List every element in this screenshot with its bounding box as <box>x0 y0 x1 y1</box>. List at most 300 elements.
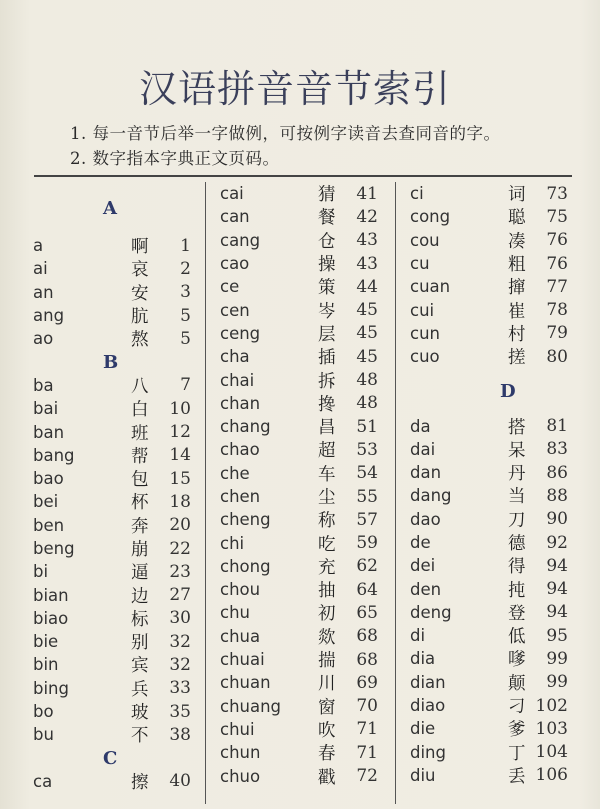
example-character: 川 <box>318 674 336 695</box>
note-2: 2. 数字指本字典正文页码。 <box>70 149 280 168</box>
header-rule <box>34 175 572 177</box>
index-entry <box>33 257 198 280</box>
syllable: cen <box>220 300 250 320</box>
example-character: 吃 <box>318 534 336 555</box>
example-character: 尘 <box>318 488 336 508</box>
page-number: 92 <box>546 532 568 553</box>
page-number: 38 <box>169 724 191 745</box>
index-entry <box>410 577 575 600</box>
example-character: 称 <box>318 511 336 532</box>
example-character: 春 <box>318 744 336 765</box>
example-character: 充 <box>318 557 336 578</box>
example-character: 仓 <box>318 231 336 252</box>
syllable: bei <box>33 492 59 512</box>
page-number: 99 <box>546 672 568 693</box>
example-character: 哀 <box>131 260 149 281</box>
page-number: 102 <box>535 695 568 716</box>
example-character: 爹 <box>508 720 526 741</box>
section-letter: C <box>103 747 118 769</box>
example-character: 兵 <box>131 679 149 700</box>
syllable: ao <box>33 329 54 349</box>
section-heading-row <box>410 368 575 414</box>
syllable: chuan <box>220 673 271 693</box>
syllable: chuo <box>220 766 261 786</box>
index-entry <box>33 467 198 490</box>
index-entry <box>410 741 575 764</box>
index-entry <box>410 298 575 321</box>
page-number: 5 <box>180 328 191 349</box>
syllable: beng <box>33 539 75 558</box>
page-number: 70 <box>356 696 378 717</box>
syllable: cao <box>220 254 250 274</box>
index-entry <box>33 537 198 560</box>
page-number: 5 <box>180 305 191 326</box>
example-character: 丢 <box>508 766 526 787</box>
syllable: cai <box>220 184 244 204</box>
page-number: 20 <box>169 515 191 536</box>
syllable: ang <box>33 306 65 326</box>
syllable: chou <box>220 580 261 600</box>
example-character: 别 <box>131 633 149 654</box>
syllable: cu <box>410 254 430 274</box>
index-column-2 <box>220 182 385 788</box>
syllable: cang <box>220 230 261 250</box>
example-character: 崩 <box>131 540 149 560</box>
example-character: 崔 <box>508 301 526 322</box>
example-character: 猜 <box>318 185 336 206</box>
example-character: 昌 <box>318 418 336 439</box>
index-entry <box>410 345 575 368</box>
syllable: chi <box>220 533 245 553</box>
syllable: dan <box>410 463 442 483</box>
index-entry <box>33 770 198 793</box>
index-entry <box>220 205 385 228</box>
example-character: 宾 <box>131 656 149 677</box>
syllable: chui <box>220 719 255 739</box>
index-entry <box>410 205 575 228</box>
syllable: die <box>410 719 436 739</box>
page-number: 73 <box>546 183 568 204</box>
index-entry <box>220 601 385 624</box>
index-entry <box>220 462 385 485</box>
index-entry <box>33 653 198 676</box>
index-entry <box>410 182 575 205</box>
index-entry <box>410 671 575 694</box>
page-number: 45 <box>356 323 378 344</box>
index-entry <box>220 275 385 298</box>
example-character: 村 <box>508 324 526 345</box>
syllable: bin <box>33 655 59 675</box>
syllable: cou <box>410 230 440 250</box>
index-entry <box>33 397 198 420</box>
index-entry <box>220 648 385 671</box>
index-entry <box>220 345 385 368</box>
index-entry <box>220 718 385 741</box>
example-character: 搭 <box>508 417 526 438</box>
index-entry <box>33 490 198 513</box>
page-number: 18 <box>169 491 191 512</box>
example-character: 杯 <box>131 493 149 514</box>
index-column-1 <box>33 182 198 793</box>
page-number: 45 <box>356 346 378 367</box>
example-character: 肮 <box>131 307 149 328</box>
syllable: chen <box>220 487 261 506</box>
example-character: 欻 <box>318 627 336 648</box>
page-number: 62 <box>356 556 378 577</box>
page-number: 15 <box>169 468 191 489</box>
index-entry <box>220 764 385 787</box>
page-number: 68 <box>356 649 378 670</box>
page-number: 55 <box>356 486 378 507</box>
index-entry <box>220 252 385 275</box>
example-character: 窗 <box>318 697 336 718</box>
page-number: 48 <box>356 370 378 391</box>
syllable: ca <box>33 771 53 791</box>
example-character: 白 <box>131 400 149 421</box>
index-entry <box>220 555 385 578</box>
example-character: 策 <box>318 278 336 299</box>
index-entry <box>33 607 198 630</box>
index-entry <box>33 560 198 583</box>
page-number: 94 <box>546 555 568 576</box>
syllable: chai <box>220 370 255 390</box>
syllable: ben <box>33 515 65 535</box>
example-character: 玻 <box>131 703 149 724</box>
section-heading-row <box>33 182 198 234</box>
section-letter: A <box>103 197 117 219</box>
index-entry <box>33 444 198 467</box>
syllable: bie <box>33 632 59 652</box>
example-character: 得 <box>508 557 526 578</box>
example-character: 丹 <box>508 464 526 485</box>
note-1: 1. 每一音节后举一字做例，可按例字读音去查同音的字。 <box>70 124 501 143</box>
page-number: 43 <box>356 230 378 251</box>
example-character: 刀 <box>508 510 526 531</box>
syllable: che <box>220 463 250 483</box>
page-number: 1 <box>180 235 191 256</box>
index-entry <box>33 723 198 746</box>
example-character: 安 <box>131 283 149 304</box>
example-character: 抽 <box>318 581 336 602</box>
syllable: chun <box>220 743 261 763</box>
example-character: 边 <box>131 586 149 607</box>
syllable: ba <box>33 375 54 395</box>
example-character: 粗 <box>508 255 526 276</box>
example-character: 啊 <box>131 237 149 258</box>
page-number: 75 <box>546 206 568 227</box>
syllable: de <box>410 533 431 552</box>
index-entry <box>220 322 385 345</box>
example-character: 不 <box>131 726 149 747</box>
index-entry <box>410 717 575 740</box>
example-character: 撺 <box>508 278 526 299</box>
syllable: dei <box>410 556 436 576</box>
syllable: bian <box>33 585 69 605</box>
page-number: 83 <box>546 439 568 460</box>
page-number: 7 <box>180 375 191 396</box>
page-number: 104 <box>535 742 568 763</box>
syllable: deng <box>410 602 452 622</box>
page-number: 35 <box>169 701 191 722</box>
index-entry <box>220 508 385 531</box>
index-entry <box>220 695 385 718</box>
page-number: 12 <box>169 422 191 443</box>
example-character: 登 <box>508 603 526 624</box>
syllable: chong <box>220 556 271 576</box>
example-character: 班 <box>131 423 149 444</box>
index-entry <box>410 438 575 461</box>
index-column-3 <box>410 182 575 787</box>
syllable: bu <box>33 725 54 745</box>
page-number: 40 <box>169 771 191 792</box>
syllable: ceng <box>220 323 261 343</box>
index-entry <box>33 281 198 304</box>
page-number: 71 <box>356 742 378 763</box>
page-number: 14 <box>169 445 191 466</box>
syllable: chao <box>220 440 260 460</box>
index-entry <box>220 531 385 554</box>
index-entry <box>33 327 198 350</box>
syllable: den <box>410 579 442 599</box>
example-character: 刁 <box>508 697 526 718</box>
syllable: cheng <box>220 510 271 530</box>
page-number: 77 <box>546 276 568 297</box>
page-number: 80 <box>546 346 568 367</box>
example-character: 当 <box>508 487 526 508</box>
example-character: 帮 <box>131 446 149 467</box>
example-character: 包 <box>131 470 149 491</box>
index-entry <box>410 531 575 554</box>
example-character: 奔 <box>131 516 149 537</box>
index-entry <box>220 741 385 764</box>
example-character: 岑 <box>318 301 336 322</box>
page-number: 88 <box>546 485 568 506</box>
example-character: 八 <box>131 376 149 397</box>
index-entry <box>410 554 575 577</box>
section-heading-row <box>33 350 198 373</box>
syllable: cun <box>410 323 440 343</box>
syllable: diu <box>410 765 436 785</box>
page-number: 76 <box>546 230 568 251</box>
page-number: 59 <box>356 533 378 554</box>
syllable: ding <box>410 742 446 762</box>
section-letter: D <box>500 380 516 402</box>
page-number: 72 <box>356 766 378 787</box>
syllable: chuai <box>220 650 265 670</box>
page-number: 32 <box>169 631 191 652</box>
page-number: 32 <box>169 654 191 675</box>
index-entry <box>410 647 575 670</box>
page-number: 69 <box>356 672 378 693</box>
syllable: a <box>33 236 44 256</box>
index-entry <box>410 414 575 437</box>
page-number: 86 <box>546 462 568 483</box>
page-number: 54 <box>356 463 378 484</box>
index-entry <box>410 322 575 345</box>
page-number: 99 <box>546 648 568 669</box>
column-divider <box>205 182 206 804</box>
page-number: 94 <box>546 602 568 623</box>
index-entry <box>33 420 198 443</box>
syllable: chuang <box>220 696 282 716</box>
syllable: bai <box>33 399 59 419</box>
index-entry <box>33 700 198 723</box>
example-character: 吹 <box>318 720 336 741</box>
syllable: chua <box>220 626 261 646</box>
example-character: 搓 <box>508 348 526 369</box>
page-number: 43 <box>356 253 378 274</box>
syllable: da <box>410 416 431 436</box>
page-number: 94 <box>546 579 568 600</box>
example-character: 凑 <box>508 231 526 252</box>
syllable: bing <box>33 678 69 698</box>
index-entry <box>410 461 575 484</box>
syllable: chang <box>220 417 271 437</box>
index-entry <box>410 252 575 275</box>
page-number: 30 <box>169 608 191 629</box>
example-character: 拆 <box>318 371 336 392</box>
syllable: ce <box>220 277 240 297</box>
page-number: 57 <box>356 509 378 530</box>
example-character: 扽 <box>508 580 526 601</box>
syllable: dai <box>410 439 436 459</box>
page-number: 2 <box>180 258 191 279</box>
index-entry <box>410 694 575 717</box>
example-character: 车 <box>318 464 336 485</box>
page-number: 64 <box>356 579 378 600</box>
example-character: 低 <box>508 627 526 648</box>
index-entry <box>410 484 575 507</box>
page-number: 51 <box>356 416 378 437</box>
index-entry <box>220 671 385 694</box>
page-number: 45 <box>356 300 378 321</box>
example-character: 聪 <box>508 208 526 229</box>
example-character: 初 <box>318 604 336 625</box>
syllable: can <box>220 207 250 227</box>
page-number: 33 <box>169 678 191 699</box>
page-number: 78 <box>546 300 568 321</box>
syllable: bo <box>33 702 54 722</box>
page-number: 3 <box>180 282 191 303</box>
syllable: dian <box>410 672 446 692</box>
example-character: 戳 <box>318 767 336 788</box>
example-character: 揣 <box>318 651 336 672</box>
index-entry <box>220 368 385 391</box>
index-entry <box>410 275 575 298</box>
example-character: 词 <box>508 185 526 206</box>
example-character: 操 <box>318 255 336 276</box>
index-entry <box>33 374 198 397</box>
page-number: 53 <box>356 439 378 460</box>
index-entry <box>220 438 385 461</box>
page-number: 44 <box>356 276 378 297</box>
index-entry <box>220 415 385 438</box>
index-entry <box>33 630 198 653</box>
syllable: chu <box>220 603 250 623</box>
syllable: ban <box>33 422 65 442</box>
syllable: dao <box>410 509 441 529</box>
page-number: 48 <box>356 393 378 414</box>
page-number: 41 <box>356 183 378 204</box>
index-entry <box>220 298 385 321</box>
index-entry <box>410 764 575 787</box>
syllable: bao <box>33 469 64 489</box>
example-character: 餐 <box>318 208 336 229</box>
page-number: 10 <box>169 398 191 419</box>
page-number: 71 <box>356 719 378 740</box>
example-character: 层 <box>318 324 336 345</box>
index-entry <box>410 624 575 647</box>
example-character: 超 <box>318 441 336 462</box>
page-number: 68 <box>356 626 378 647</box>
index-entry <box>220 485 385 508</box>
index-entry <box>33 234 198 257</box>
index-entry <box>410 601 575 624</box>
page-number: 81 <box>546 416 568 437</box>
example-character: 颠 <box>508 673 526 694</box>
syllable: ai <box>33 259 48 279</box>
page-number: 106 <box>535 765 568 786</box>
index-entry <box>220 625 385 648</box>
example-character: 熬 <box>131 330 149 351</box>
page-number: 76 <box>546 253 568 274</box>
syllable: di <box>410 626 426 646</box>
example-character: 呆 <box>508 440 526 461</box>
section-letter: B <box>103 351 119 373</box>
syllable: an <box>33 282 54 302</box>
page-number: 65 <box>356 602 378 623</box>
example-character: 擦 <box>131 772 149 793</box>
syllable: dia <box>410 649 436 669</box>
page-title: 汉语拼音音节索引 <box>138 67 451 111</box>
syllable: cuo <box>410 347 440 367</box>
example-character: 插 <box>318 348 336 369</box>
index-entry <box>33 583 198 606</box>
page-number: 95 <box>546 625 568 646</box>
syllable: diao <box>410 696 446 716</box>
syllable: cuan <box>410 277 451 297</box>
syllable: bi <box>33 562 49 582</box>
page-number: 22 <box>169 538 191 559</box>
index-entry <box>33 677 198 700</box>
section-heading-row <box>33 747 198 770</box>
page-number: 23 <box>169 561 191 582</box>
syllable: cong <box>410 207 451 227</box>
page-number: 90 <box>546 509 568 530</box>
syllable: dang <box>410 486 452 506</box>
page-number: 27 <box>169 585 191 606</box>
example-character: 嗲 <box>508 650 526 671</box>
index-entry <box>220 229 385 252</box>
column-divider <box>395 182 396 804</box>
example-character: 搀 <box>318 394 336 415</box>
index-entry <box>33 304 198 327</box>
syllable: bang <box>33 445 75 465</box>
page-number: 42 <box>356 206 378 227</box>
index-entry <box>220 182 385 205</box>
page-number: 79 <box>546 323 568 344</box>
syllable: cui <box>410 300 435 320</box>
syllable: biao <box>33 608 69 628</box>
example-character: 逼 <box>131 563 149 584</box>
syllable: chan <box>220 393 261 413</box>
example-character: 德 <box>508 534 526 554</box>
syllable: cha <box>220 347 250 367</box>
page-number: 103 <box>535 718 568 739</box>
index-entry <box>410 229 575 252</box>
index-entry <box>33 514 198 537</box>
index-entry <box>220 392 385 415</box>
